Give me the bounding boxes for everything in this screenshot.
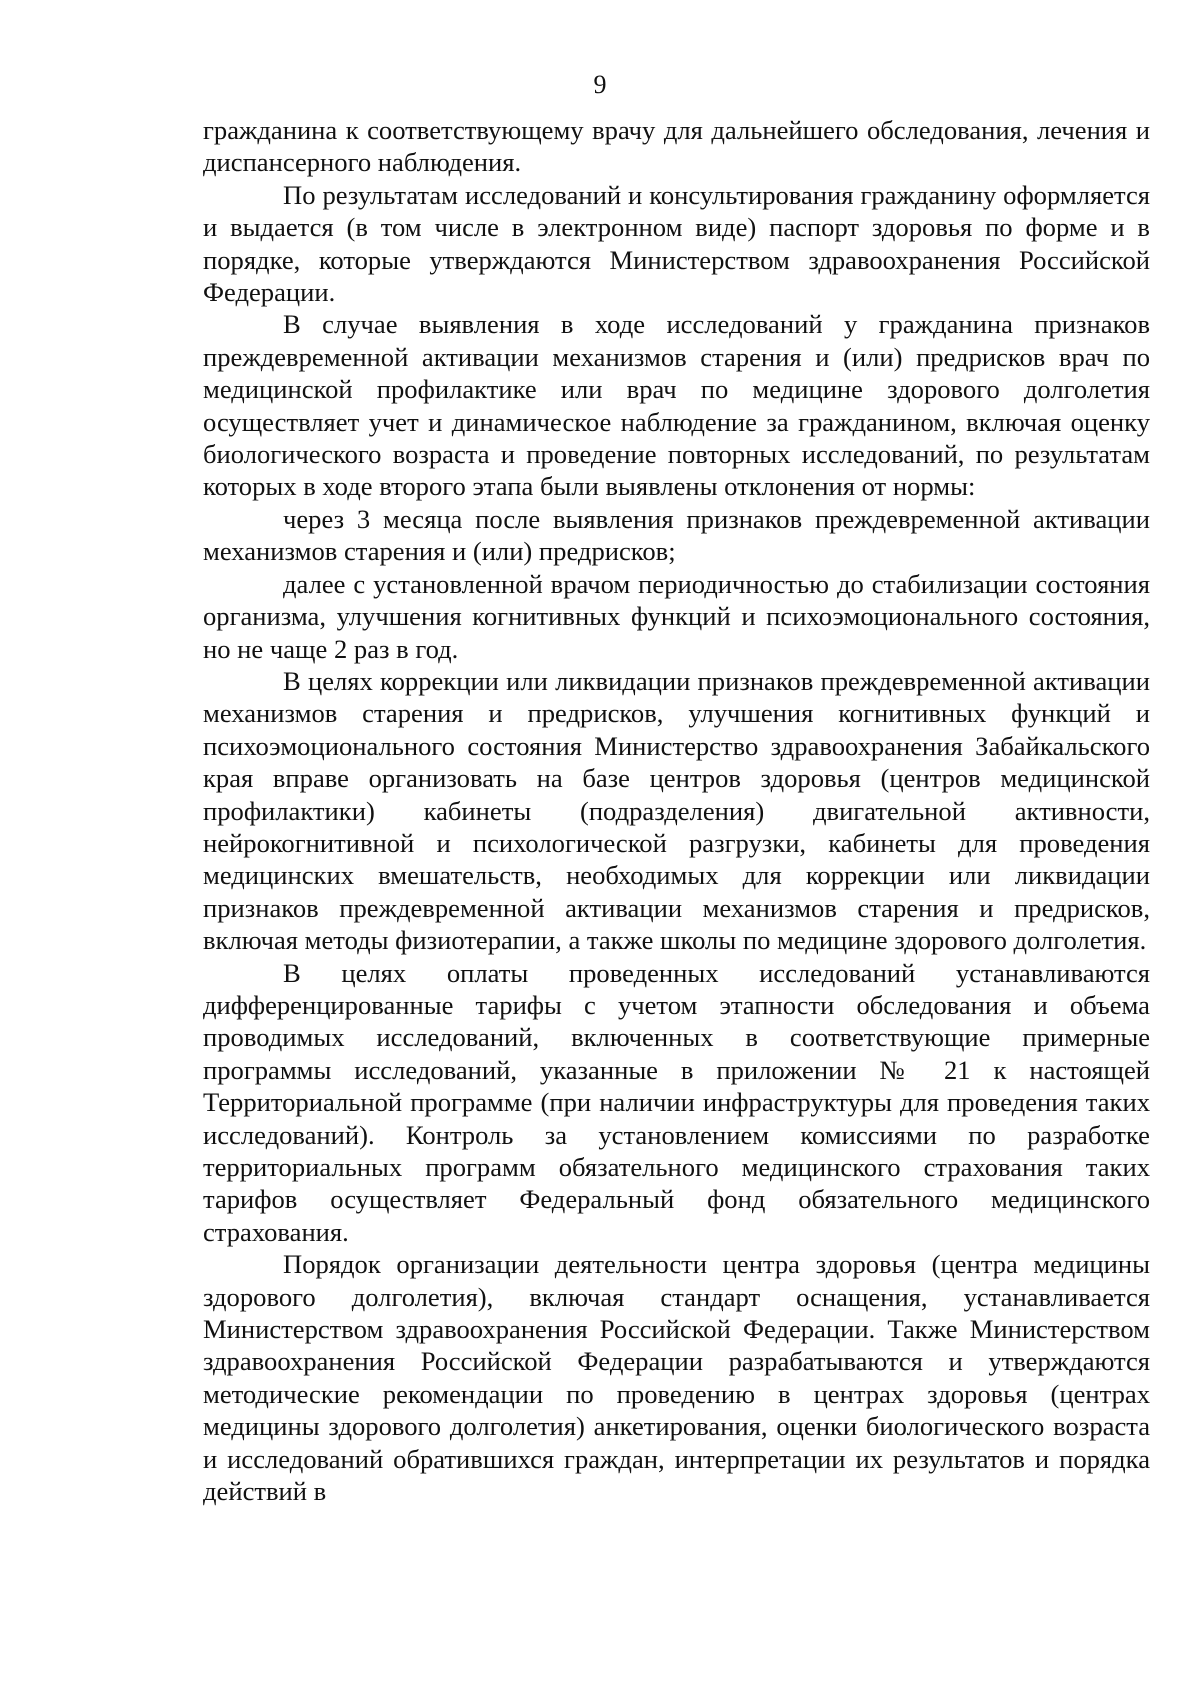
document-body: [203, 114, 1150, 1507]
paragraph-tariffs: В целях оплаты проведенных исследований устанавливаются дифференцированные тарифы с учетом этапности обследования и объема проводимых исследований, включенных в соответствующие примерные программы исследований, указанные в приложении № 21 к настоящей Территориальной программе (при наличии инфраструктуры для проведения таких исследований). Контроль за установлением комиссиями по разработке территориальных программ обязательного медицинского страхования таких тарифов осуществляет Федеральный фонд обязательного медицинского страхования.: [203, 957, 1150, 1247]
paragraph-aging-signs: В случае выявления в ходе исследований у гражданина признаков преждевременной активации механизмов старения и (или) предрисков врач по медицинской профилактике или врач по медицине здорового долголетия осуществляет учет и динамическое наблюдение за гражданином, включая оценку биологического возраста и проведение повторных исследований, по результатам которых в ходе второго этапа были выявлены отклонения от нормы:: [203, 309, 1150, 502]
paragraph-health-passport: По результатам исследований и консультирования гражданину оформляется и выдается (в том числе в электронном виде) паспорт здоровья по форме и в порядке, которые утверждаются Министерством здравоохранения Российской Федерации.: [203, 179, 1150, 308]
paragraph-list-item-periodicity: далее с установленной врачом периодичностью до стабилизации состояния организма, улучшения когнитивных функций и психоэмоционального состояния, но не чаще 2 раз в год.: [203, 568, 1150, 664]
paragraph-correction-offices: В целях коррекции или ликвидации признаков преждевременной активации механизмов старения и предрисков, улучшения когнитивных функций и психоэмоционального состояния Министерство здравоохранения Забайкальского края вправе организовать на базе центров здоровья (центров медицинской профилактики) кабинеты (подразделения) двигательной активности, нейрокогнитивной и психологической разгрузки, кабинеты для проведения медицинских вмешательств, необходимых для коррекции или ликвидации признаков преждевременной активации механизмов старения и предрисков, включая методы физиотерапии, а также школы по медицине здорового долголетия.: [203, 665, 1150, 956]
page-number: 9: [593, 70, 607, 99]
paragraph-health-center-order: Порядок организации деятельности центра здоровья (центра медицины здорового долголетия), включая стандарт оснащения, устанавливается Министерством здравоохранения Российской Федерации. Также Министерством здравоохранения Российской Федерации разрабатываются и утверждаются методические рекомендации по проведению в центрах здоровья (центрах медицины здорового долголетия) анкетирования, оценки биологического возраста и исследований обратившихся граждан, интерпретации их результатов и порядка действий в: [203, 1249, 1150, 1507]
paragraph-continuation: гражданина к соответствующему врачу для дальнейшего обследования, лечения и диспансерного наблюдения.: [203, 115, 1150, 178]
paragraph-list-item-3-months: через 3 месяца после выявления признаков преждевременной активации механизмов старения и (или) предрисков;: [203, 503, 1150, 567]
